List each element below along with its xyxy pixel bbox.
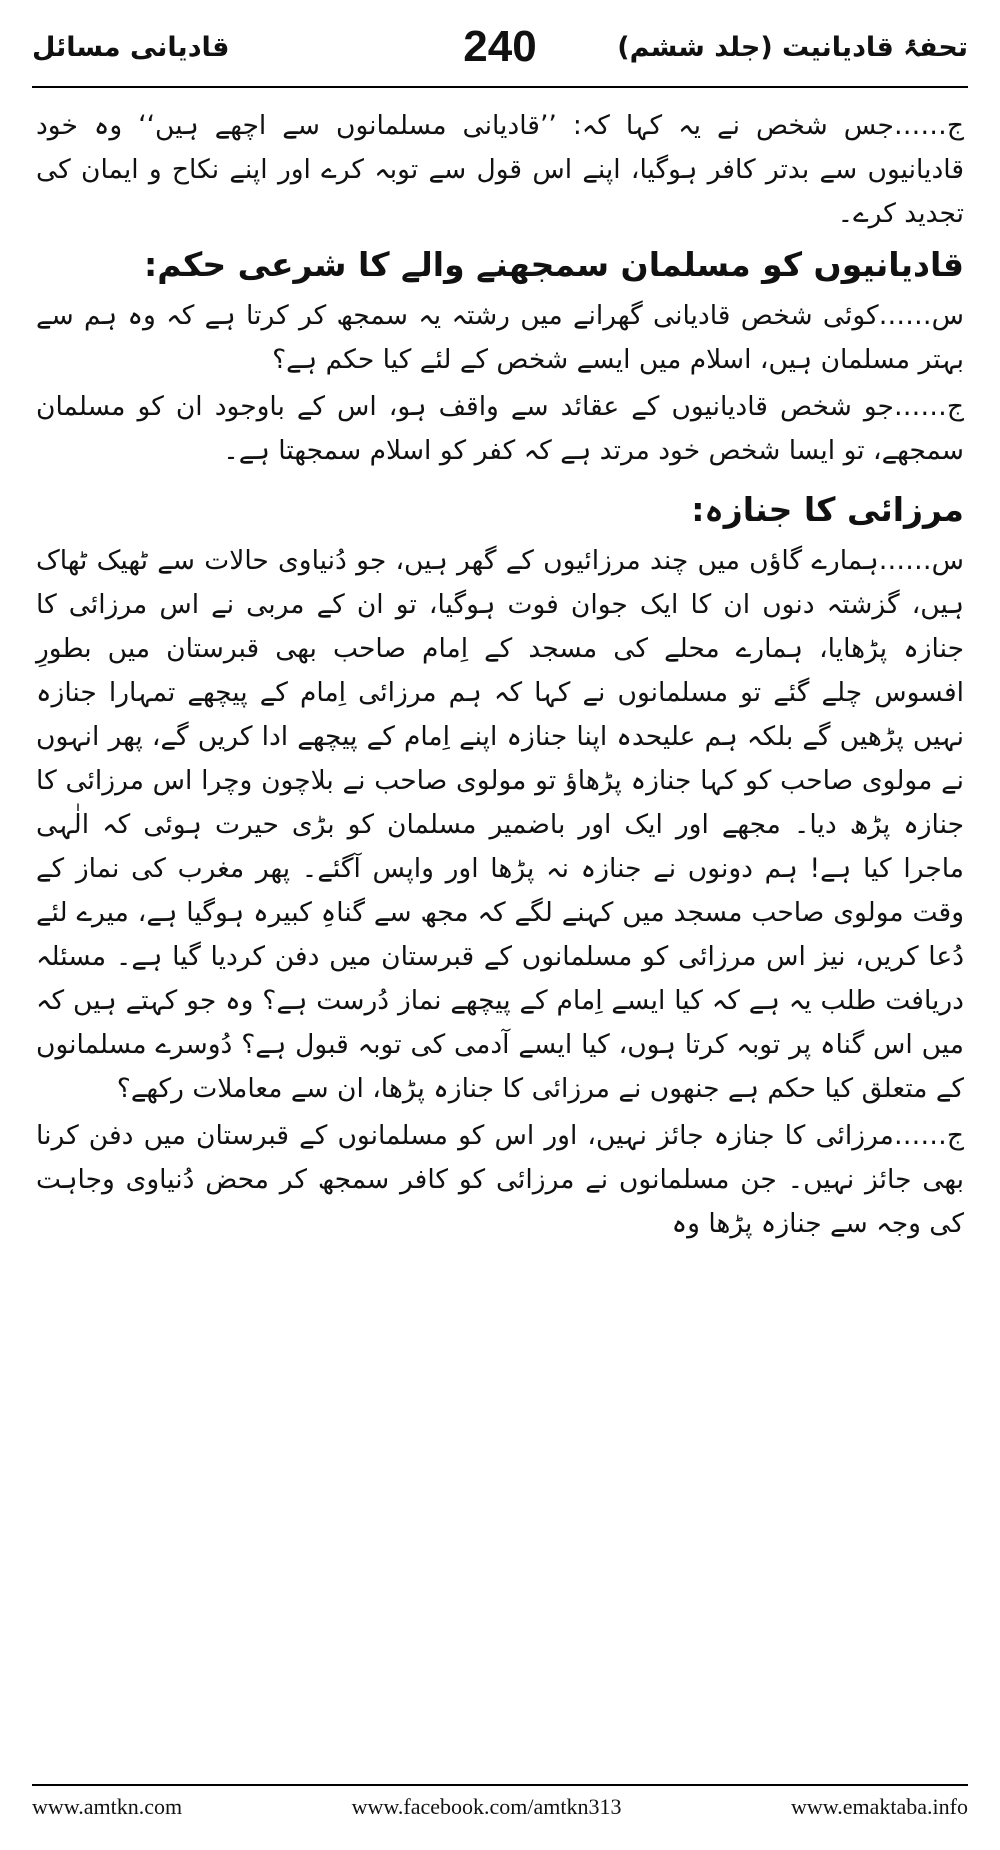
footer-link-facebook[interactable]: www.facebook.com/amtkn313 — [351, 1794, 622, 1819]
book-page — [32, 22, 968, 1828]
running-title: تحفۂ قادیانیت (جلد ششم) — [617, 32, 968, 63]
answer-paragraph: ج……مرزائی کا جنازہ جائز نہیں، اور اس کو مسلمانوں کے قبرستان میں دفن کرنا بھی جائز نہیں۔ جن مسلمانوں نے مرزائی کو کافر سمجھ کر محض دُنیاوی وجاہت کی وجہ سے جنازہ پڑھا وہ — [36, 1120, 964, 1239]
question-paragraph: س……ہمارے گاؤں میں چند مرزائیوں کے گھر ہیں، جو دُنیاوی حالات سے ٹھیک ٹھاک ہیں، گزشتہ دنوں ان کا ایک جوان فوت ہوگیا، تو ان کے مربی نے اس مرزائی کا جنازہ پڑھایا، ہمارے محلے کی مسجد کے اِمام صاحب بھی قبرستان میں بطورِ افسوس چلے گئے تو مسلمانوں نے کہا کہ ہم مرزائی اِمام کے پیچھے تمہارا جنازہ نہیں پڑھیں گے بلکہ ہم علیحدہ اپنا جنازہ اپنے اِمام کے پیچھے ادا کریں گے، پھر انہوں نے مولوی صاحب کو کہا جنازہ پڑھاؤ تو مولوی صاحب نے بلاچون وچرا اس مرزائی کا جنازہ پڑھ دیا۔ مجھے اور ایک اور باضمیر مسلمان کو بڑی حیرت ہوئی کہ الٰہی ماجرا کیا ہے! ہم دونوں نے جنازہ نہ پڑھا اور واپس آگئے۔ پھر مغرب کی نماز کے وقت مولوی صاحب مسجد میں کہنے لگے کہ مجھ سے گناہِ کبیرہ ہوگیا ہے، میرے لئے دُعا کریں، نیز اس مرزائی کو مسلمانوں کے قبرستان میں دفن کردیا گیا ہے۔ مسئلہ دریافت طلب یہ ہے کہ کیا ایسے اِمام کے پیچھے نماز دُرست ہے؟ وہ جو کہتے ہیں کہ میں اس گناہ پر توبہ کرتا ہوں، کیا ایسے آدمی کی توبہ قبول ہے؟ دُوسرے مسلمانوں کے متعلق کیا حکم ہے جنھوں نے مرزائی کا جنازہ پڑھا، ان سے معاملات رکھے؟ — [36, 545, 964, 1104]
section-heading: قادیانیوں کو مسلمان سمجھنے والے کا شرعی حکم: — [144, 245, 964, 284]
footer-link-amtkn[interactable]: www.amtkn.com — [32, 1794, 183, 1819]
answer-paragraph: ج……جس شخص نے یہ کہا کہ: ’’قادیانی مسلمانوں سے اچھے ہیں‘‘ وہ خود قادیانیوں سے بدتر کافر ہوگیا، اپنے اس قول سے توبہ کرے اور اپنے نکاح و ایمان کی تجدید کرے۔ — [36, 110, 964, 229]
answer-paragraph: ج……جو شخص قادیانیوں کے عقائد سے واقف ہو، اس کے باوجود ان کو مسلمان سمجھے، تو ایسا شخص خود مرتد ہے کہ کفر کو اسلام سمجھتا ہے۔ — [36, 391, 964, 466]
page-header — [32, 22, 968, 80]
footer-divider — [32, 1784, 968, 1786]
section-heading: مرزائی کا جنازہ: — [691, 490, 964, 529]
page-number: 240 — [463, 22, 537, 71]
header-divider — [32, 86, 968, 88]
question-paragraph: س……کوئی شخص قادیانی گھرانے میں رشتہ یہ سمجھ کر کرتا ہے کہ وہ ہم سے بہتر مسلمان ہیں، اسلام میں ایسے شخص کے لئے کیا حکم ہے؟ — [36, 300, 964, 375]
page-body — [36, 104, 964, 1249]
footer-link-emaktaba[interactable]: www.emaktaba.info — [791, 1794, 968, 1819]
page-footer — [32, 1794, 968, 1820]
section-title: قادیانی مسائل — [32, 32, 230, 63]
